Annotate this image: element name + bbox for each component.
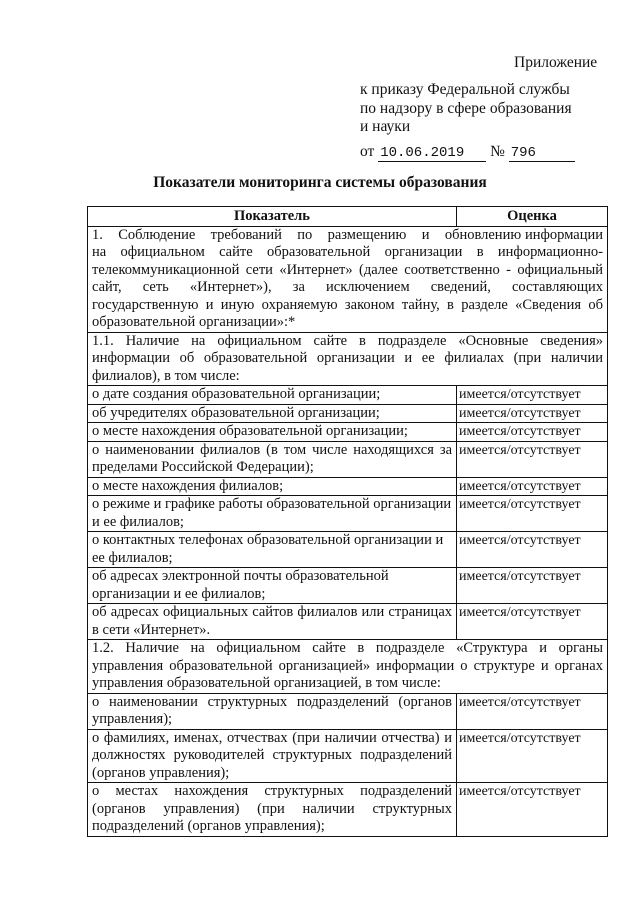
order-line: по надзору в сфере образования — [360, 99, 572, 117]
table-row — [88, 441, 608, 477]
number-sign: № — [490, 143, 505, 160]
column-header-indicator: Показатель — [88, 207, 457, 227]
rating-cell: имеется/отсутствует — [457, 423, 608, 442]
section-1-1-text: 1.1. Наличие на официальном сайте в подразделе «Основные сведения» информации об образовательной организации и ее филиалах (при наличии филиалов), в том числе: — [88, 332, 608, 386]
indicator-cell: о дате создания образовательной организации; — [88, 386, 457, 405]
order-number: 796 — [509, 145, 575, 162]
rating-cell: имеется/отсутствует — [457, 729, 608, 783]
indicator-cell: о местах нахождения структурных подразделений (органов управления) (при наличии структурных подразделений (органов управления); — [88, 783, 457, 837]
date-prefix: от — [360, 143, 375, 160]
rating-cell: имеется/отсутствует — [457, 386, 608, 405]
indicators-table — [87, 206, 608, 837]
indicator-cell: о наименовании филиалов (в том числе находящихся за пределами Российской Федерации); — [88, 441, 457, 477]
table-row — [88, 568, 608, 604]
section-row — [88, 640, 608, 694]
rating-cell: имеется/отсутствует — [457, 693, 608, 729]
section-row — [88, 226, 608, 332]
table-header-row — [88, 207, 608, 227]
table-row — [88, 386, 608, 405]
column-header-rating: Оценка — [457, 207, 608, 227]
indicator-cell: об адресах электронной почты образовательной организации и ее филиалов; — [88, 568, 457, 604]
table-row — [88, 477, 608, 496]
indicator-cell: о контактных телефонах образовательной организации и ее филиалов; — [88, 532, 457, 568]
order-date-line — [360, 143, 575, 162]
table-row — [88, 423, 608, 442]
order-line: и науки — [360, 118, 411, 135]
rating-cell: имеется/отсутствует — [457, 441, 608, 477]
indicator-cell: о фамилиях, именах, отчествах (при наличии отчества) и должностях руководителей структурных подразделений (органов управления); — [88, 729, 457, 783]
indicator-cell: об учредителях образовательной организации; — [88, 404, 457, 423]
table-row — [88, 693, 608, 729]
table-row — [88, 404, 608, 423]
order-date: 10.06.2019 — [378, 145, 486, 162]
rating-cell: имеется/отсутствует — [457, 783, 608, 837]
indicator-cell: о наименовании структурных подразделений (органов управления); — [88, 693, 457, 729]
order-line: к приказу Федеральной службы — [360, 81, 570, 98]
table-row — [88, 783, 608, 837]
page-title: Показатели мониторинга системы образования — [153, 174, 487, 191]
indicator-cell: о режиме и графике работы образовательной организации и ее филиалов; — [88, 496, 457, 532]
section-1-text: 1. Соблюдение требований по размещению и обновлению информации на официальном сайте образовательной организации в информационно-телекоммуникационной сети «Интернет» (далее соответственно - официальный сайт, сеть «Интернет»), за исключением сведений, составляющих государственную и иную охраняемую законом тайну, в разделе «Сведения об образовательной организации»:* — [88, 226, 608, 332]
order-reference — [360, 81, 572, 137]
indicator-cell: об адресах официальных сайтов филиалов или страницах в сети «Интернет». — [88, 604, 457, 640]
rating-cell: имеется/отсутствует — [457, 568, 608, 604]
indicator-cell: о месте нахождения образовательной организации; — [88, 423, 457, 442]
table-row — [88, 729, 608, 783]
indicator-cell: о месте нахождения филиалов; — [88, 477, 457, 496]
appendix-label: Приложение — [514, 54, 598, 71]
rating-cell: имеется/отсутствует — [457, 604, 608, 640]
rating-cell: имеется/отсутствует — [457, 532, 608, 568]
section-1-2-text: 1.2. Наличие на официальном сайте в подразделе «Структура и органы управления образовательной организацией» информации о структуре и органах управления образовательной организацией, в том числе: — [88, 640, 608, 694]
section-row — [88, 332, 608, 386]
rating-cell: имеется/отсутствует — [457, 477, 608, 496]
table-row — [88, 496, 608, 532]
rating-cell: имеется/отсутствует — [457, 404, 608, 423]
rating-cell: имеется/отсутствует — [457, 496, 608, 532]
table-row — [88, 604, 608, 640]
table-row — [88, 532, 608, 568]
